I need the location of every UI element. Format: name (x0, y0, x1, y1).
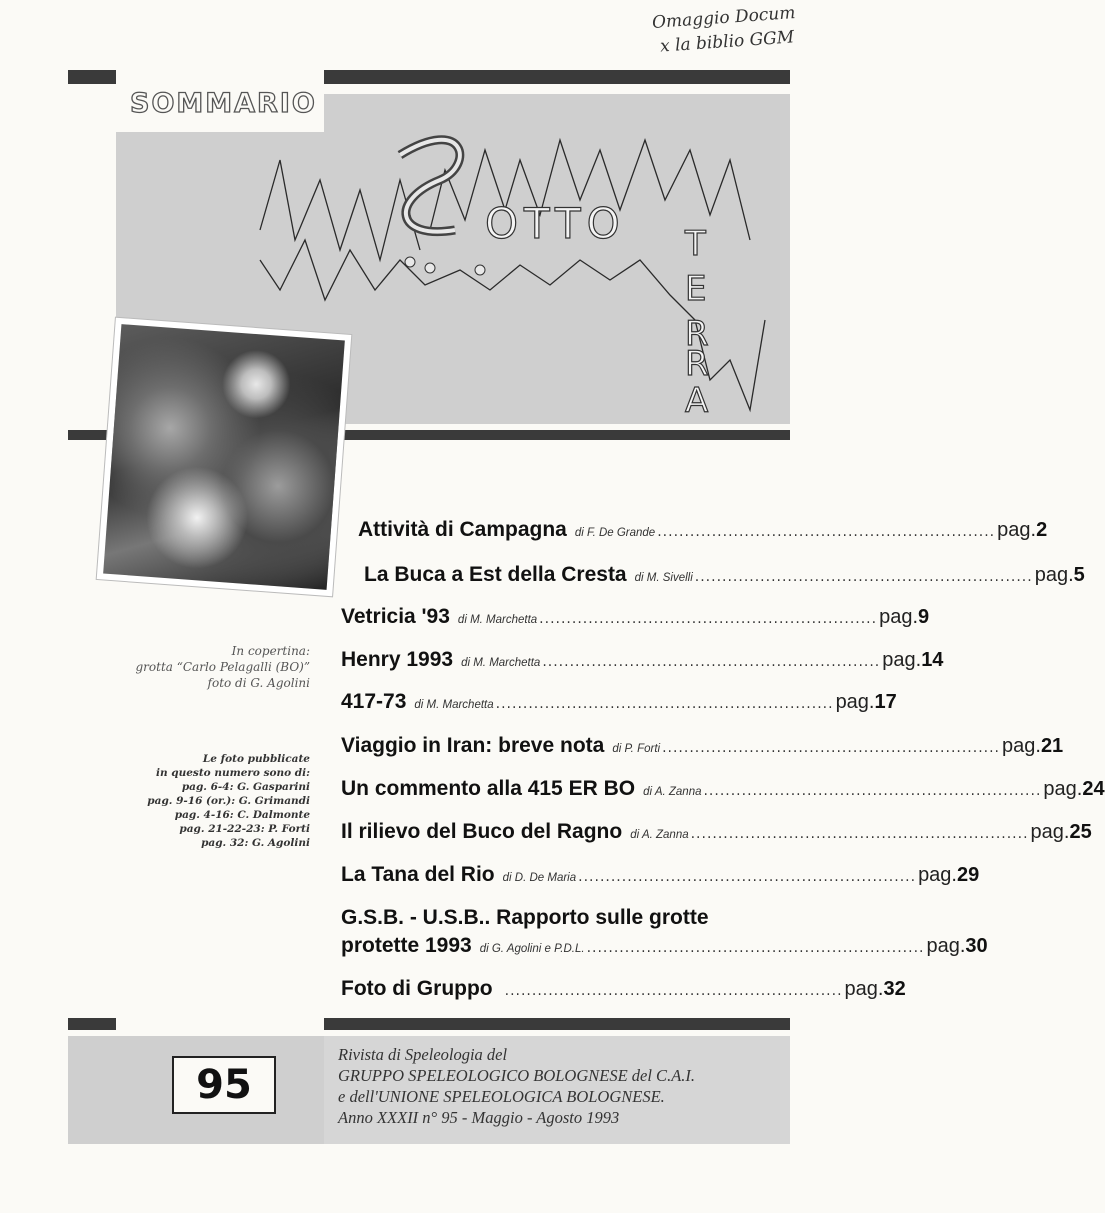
toc-page-number: 25 (1069, 821, 1092, 843)
toc-title: Vetricia '93 (341, 605, 450, 628)
footer-line: Rivista di Speleologia del (338, 1045, 508, 1064)
toc-page-number: 17 (874, 691, 897, 713)
toc-page-number: 5 (1073, 564, 1085, 586)
toc-pag-label: pag. (882, 649, 922, 671)
photo-credits (110, 752, 310, 850)
toc-pag-label: pag. (835, 691, 875, 713)
photo-credits-line: pag. 32: G. Agolini (201, 837, 310, 849)
toc-leader: .............................................................. (662, 740, 1000, 756)
toc-leader: .............................................................. (586, 940, 925, 956)
toc-pag-label: pag. (997, 519, 1037, 541)
toc-entry (341, 820, 1092, 844)
toc-entry (341, 934, 988, 958)
toc-title: Il rilievo del Buco del Ragno (341, 820, 623, 843)
mid-bar-right (324, 430, 790, 440)
toc-leader: .............................................................. (657, 524, 996, 540)
cover-caption-line: foto di G. Agolini (207, 676, 310, 690)
toc-leader: .............................................................. (539, 611, 878, 627)
footer-bar-right (324, 1018, 790, 1030)
svg-text:R: R (685, 344, 709, 384)
toc-page-number: 30 (965, 935, 988, 957)
svg-text:A: A (685, 381, 709, 421)
cover-caption-line: grotta “Carlo Pelagalli (BO)” (135, 660, 310, 674)
toc-author: di M. Marchetta (457, 614, 538, 626)
toc-pag-label: pag. (879, 606, 919, 628)
footer-masthead (338, 1044, 695, 1128)
toc-leader: .............................................................. (703, 783, 1042, 799)
toc-author: di D. De Maria (502, 872, 577, 884)
issue-number: 95 (172, 1056, 276, 1114)
toc-page-number: 29 (957, 864, 980, 886)
toc-pag-label: pag. (1034, 564, 1074, 586)
cover-caption-line: In copertina: (231, 644, 310, 658)
footer-bar-left (68, 1018, 116, 1030)
toc-entry (341, 863, 980, 887)
toc-page-number: 32 (883, 978, 906, 1000)
toc-title: Viaggio in Iran: breve nota (341, 734, 605, 757)
toc-author: di F. De Grande (574, 527, 656, 539)
toc-entry (364, 563, 1085, 587)
toc-title: Un commento alla 415 ER BO (341, 777, 636, 800)
toc-entry (341, 977, 906, 1001)
toc-title: 417-73 (341, 690, 407, 713)
svg-text:T: T (685, 224, 706, 264)
toc-entry (341, 690, 897, 714)
toc-title: Attività di Campagna (358, 518, 567, 541)
toc-pag-label: pag. (926, 935, 966, 957)
svg-text:OTTO: OTTO (485, 199, 626, 248)
toc-title: protette 1993 (341, 934, 472, 957)
photo-credits-line: pag. 4-16: C. Dalmonte (174, 809, 310, 821)
photo-credits-line: Le foto pubblicate (202, 753, 310, 765)
toc-title: La Buca a Est della Cresta (364, 563, 627, 586)
toc-leader: .............................................................. (542, 654, 881, 670)
toc-author: di M. Marchetta (461, 657, 541, 669)
toc-title: Foto di Gruppo (341, 977, 493, 1000)
toc-entry (341, 605, 930, 629)
toc-pag-label: pag. (1030, 821, 1070, 843)
toc-pag-label: pag. (1002, 735, 1041, 757)
handwritten-note-line1: Omaggio Docum (651, 3, 797, 33)
toc-page-number: 24 (1082, 778, 1105, 800)
handwritten-note-line2: x la biblio GGM (659, 27, 795, 57)
svg-text:E: E (685, 269, 707, 309)
toc-entry (341, 648, 944, 672)
cover-photo (97, 318, 352, 597)
top-bar-right (324, 70, 790, 84)
photo-credits-line: pag. 9-16 (or.): G. Grimandi (147, 795, 310, 807)
toc-entry (341, 777, 1105, 801)
photo-credits-line: pag. 21-22-23: P. Forti (179, 823, 310, 835)
toc-leader: .............................................................. (578, 869, 917, 885)
toc-author: di G. Agolini e P.D.L. (479, 943, 585, 955)
toc-pag-label: pag. (1043, 778, 1083, 800)
toc-entry (358, 518, 1048, 542)
footer-line: GRUPPO SPELEOLOGICO BOLOGNESE del C.A.I. (338, 1066, 696, 1085)
toc-page-number: 21 (1040, 735, 1064, 757)
toc-author: di P. Forti (612, 743, 661, 755)
toc-author: di A. Zanna (630, 829, 689, 841)
toc-leader: .............................................................. (495, 696, 834, 712)
toc-author: di M. Marchetta (414, 699, 494, 711)
footer-line: e dell'UNIONE SPELEOLOGICA BOLOGNESE. (338, 1087, 665, 1106)
toc-page-number: 2 (1036, 519, 1048, 541)
footer-line: Anno XXXII n° 95 - Maggio - Agosto 1993 (338, 1108, 620, 1127)
toc-pag-label: pag. (844, 978, 884, 1000)
toc-author: di M. Sivelli (634, 572, 693, 584)
toc-page-number: 14 (921, 649, 944, 671)
svg-text:R: R (685, 314, 709, 354)
photo-credits-line: pag. 6-4: G. Gasparini (181, 781, 310, 793)
toc-title: Henry 1993 (341, 648, 454, 671)
toc-author: di A. Zanna (643, 786, 702, 798)
toc-title: G.S.B. - U.S.B.. Rapporto sulle grotte (341, 906, 709, 929)
sommario-title: SOMMARIO (130, 88, 317, 119)
toc-leader: .............................................................. (504, 983, 843, 999)
toc-title: La Tana del Rio (341, 863, 495, 886)
top-bar-left (68, 70, 116, 84)
toc-pag-label: pag. (918, 864, 957, 886)
toc-entry (341, 734, 1064, 758)
toc-page-number: 9 (918, 606, 930, 628)
toc-leader: .............................................................. (694, 569, 1033, 585)
photo-credits-line: in questo numero sono di: (155, 767, 310, 779)
cover-caption (110, 643, 310, 691)
toc-leader: .............................................................. (690, 826, 1029, 842)
